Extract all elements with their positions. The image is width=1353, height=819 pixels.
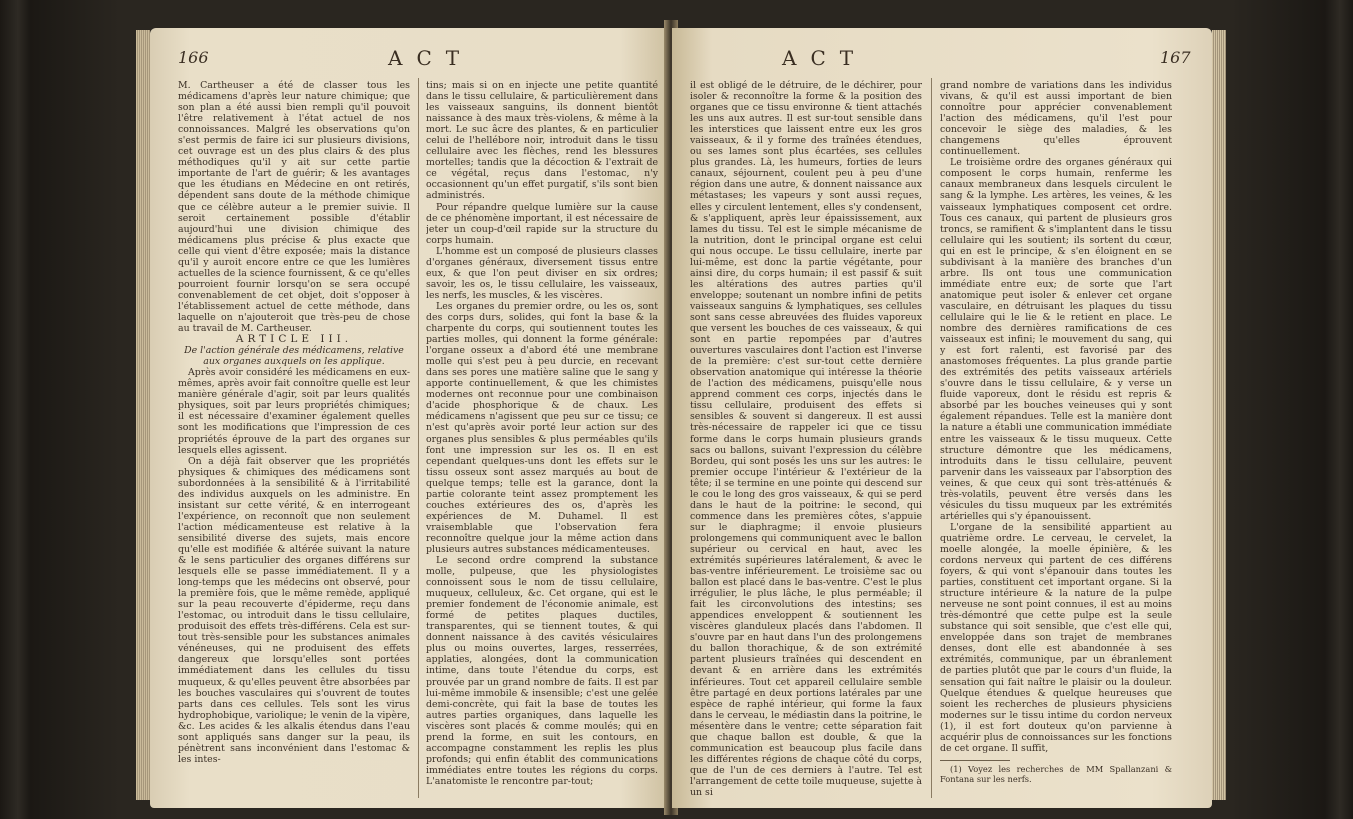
right-column-2 bbox=[940, 80, 1172, 800]
article-heading: ARTICLE III. bbox=[235, 333, 353, 346]
left-page-number: 166 bbox=[178, 48, 209, 67]
left-page-edges bbox=[136, 30, 150, 800]
paragraph: Le second ordre comprend la substance molle, pulpeuse, que les physiologistes connoissent sous le nom de tissu cellulaire, muqueux, celluleux, &c. Cet organe, qui est le premier fondement de l'économie animale, est formé de petites plaques ductiles, transparentes, qui se tiennent toutes, & qui donnent naissance à des cavités vésiculaires plus ou moins ouvertes, larges, resserrées, applaties, alongées, dont la communication intime, dans toute l'étendue du corps, est prouvée par un grand nombre de faits. Il est par lui-même immobile & insensible; c'est une gelée demi-concrète, qui fait la base de toutes les autres parties organiques, dans laquelle les viscères sont placés & comme moulés; qui en prend la forme, en suit les contours, en accompagne constamment les replis les plus profonds; qui enfin établit des communications immédiates entre toutes les régions du corps. L'anatomiste le rencontre par-tout; bbox=[426, 555, 658, 787]
right-page bbox=[672, 28, 1212, 808]
paragraph: L'homme est un composé de plusieurs classes d'organes généraux, diversement tissus entre eux, & que l'on peut diviser en six ordres; savoir, les os, le tissu cellulaire, les vaisseaux, les nerfs, les muscles, & les viscères. bbox=[426, 245, 658, 301]
right-column-1 bbox=[690, 80, 922, 800]
column-divider bbox=[931, 78, 932, 798]
left-page bbox=[150, 28, 670, 808]
paragraph: tins; mais si on en injecte une petite quantité dans le tissu cellulaire, & particulièrement dans les vaisseaux sanguins, ils donnent bientôt naissance à des maux très-violens, & même à la mort. Le suc âcre des plantes, & en particulier celui de l'hellébore noir, introduit dans le tissu cellulaire avec les flèches, rend les blessures mortelles; tandis que la décoction & l'extrait de ce végétal, reçus dans l'estomac, n'y occasionnent qu'un effet purgatif, s'ils sont bien administrés. bbox=[426, 80, 658, 202]
column-divider bbox=[418, 78, 419, 798]
paragraph: Le troisième ordre des organes généraux qui composent le corps humain, renferme les canaux membraneux dans lesquels circulent le sang & la lymphe. Les artères, les veines, & les vaisseaux lymphatiques composent cet ordre. Tous ces canaux, qui partent de plusieurs gros troncs, se ramifient & s'implantent dans le tissu cellulaire qui les soutient; ils sortent du cœur, qui en est le principe, & s'en éloignent en se subdivisant à la manière des branches d'un arbre. Ils ont tous une communication immédiate entre eux; de sorte que l'art anatomique peut isoler & enlever cet organe vasculaire, en détruisant les plaques du tissu cellulaire qui le lie & le retient en place. Le nombre des dernières ramifications de ces vaisseaux est infini; le mouvement du sang, qui y est fort ralenti, est favorisé par des anastomoses fréquentes. La plus grande partie des extrémités des petits vaisseaux artériels s'ouvre dans le tissu cellulaire, & y verse un fluide vaporeux, dont le résidu est repris & absorbé par les bouches veineuses qui y sont également répandues. Telle est la manière dont la nature a établi une communication immédiate entre les vaisseaux & le tissu muqueux. Cette structure démontre que les médicamens, introduits dans le tissu cellulaire, peuvent parvenir dans les vaisseaux par l'absorption des veines, & que ceux qui sont très-atténués & très-volatils, peuvent être versés dans les vésicules du tissu muqueux par les extrémités artérielles qui s'y épanouissent. bbox=[940, 157, 1172, 522]
right-page-edges bbox=[1212, 30, 1226, 800]
paragraph: L'organe de la sensibilité appartient au quatrième ordre. Le cerveau, le cervelet, la moelle alongée, la moelle épinière, & les cordons nerveux qui partent de ces différens foyers, & qui vont s'épanouir dans toutes les parties, constituent cet important organe. Si la structure intérieure & la nature de la pulpe nerveuse ne sont point connues, il est au moins très-démontré que cette pulpe est la seule substance qui soit sensible, que c'est elle qui, enveloppée dans son trajet de membranes denses, dont elle est abandonnée à ses extrémités, communique, par un ébranlement de parties plutôt que par le cours d'un fluide, la sensation qui fait naître le plaisir ou la douleur. Quelque étendues & quelque heureuses que soient les recherches de plusieurs physiciens modernes sur le tissu intime du cordon nerveux (1), il est fort douteux qu'on parvienne à acquérir plus de connoissances sur les fonctions de cet organe. Il suffit, bbox=[940, 521, 1172, 754]
paragraph: Pour répandre quelque lumière sur la cause de ce phénomène important, il est nécessaire de jeter un coup-d'œil rapide sur la structure du corps humain. bbox=[426, 201, 658, 246]
paragraph: On a déjà fait observer que les propriétés physiques & chimiques des médicamens sont subordonnées à la sensibilité & à l'irritabilité des individus auxquels on les administre. En insistant sur cette vérité, & en interrogeant l'expérience, on reconnoît que non seulement l'action médicamenteuse est relative à la sensibilité diverse des sujets, mais encore qu'elle est modifiée & altérée suivant la nature & le sens particulier des organes différens sur lesquels elle se passe immédiatement. Il y a long-temps que les médecins ont observé, pour la première fois, que le même remède, appliqué sur la peau recouverte d'épiderme, reçu dans l'estomac, ou introduit dans le tissu cellulaire, produisoit des effets très-différens. Cela est sur-tout très-sensible pour les substances animales vénéneuses, qui ne produisent des effets dangereux que lorsqu'elles sont portées immédiatement dans les cellules du tissu muqueux, & qu'elles peuvent être absorbées par les bouches vasculaires qui s'ouvrent de toutes parts dans ces cellules. Tels sont les virus hydrophobique, variolique; le venin de la vipère, &c. Les acides & les alkalis étendus dans l'eau sont appliqués sans danger sur la peau, ils pénètrent sans inconvénient dans l'estomac & les intes- bbox=[178, 455, 410, 765]
paragraph: il est obligé de le détruire, de le déchirer, pour isoler & reconnoître la forme & la position des organes que ce tissu environne & tient attachés les uns aux autres. Il est sur-tout sensible dans les interstices que laissent entre eux les gros vaisseaux, & il y forme des traînées étendues, ou ses lames sont plus écartées, ses cellules plus grandes. Là, les humeurs, forties de leurs canaux, séjournent, coulent peu à peu d'une région dans une autre, & donnent naissance aux métastases; les vapeurs y sont aussi reçues, elles y circulent lentement, elles s'y condensent, & s'appliquent, après leur épaississement, aux lames du tissu. Tel est le simple mécanisme de la nutrition, dont le principal organe est celui qui nous occupe. Le tissu cellulaire, inerte par lui-même, est donc la partie végétante, pour ainsi dire, du corps humain; il est passif & suit les altérations des autres parties qu'il enveloppe; soutenant un nombre infini de petits vaisseaux sanguins & lymphatiques, ses cellules sont sans cesse abreuvées des fluides vaporeux que versent les bouches de ces vaisseaux, & qui sont en partie repompées par d'autres ouvertures vasculaires dont l'action est l'inverse de la première: c'est sur-tout cette dernière observation anatomique qui intéresse la théorie de l'action des médicamens, puisqu'elle nous apprend comment ces corps, injectés dans le tissu cellulaire, produisent des effets si sensibles & souvent si dangereux. Il est aussi très-nécessaire de rappeler ici que ce tissu forme dans le corps humain plusieurs grands sacs ou ballons, suivant l'expression du célèbre Bordeu, qui sont posés les uns sur les autres: le premier occupe l'intérieur & l'extérieur de la tête; il se termine en une pointe qui descend sur le cou le long des gros vaisseaux, & qui se perd dans le haut de la poitrine: le second, qui commence dans les premières côtes, s'appuie sur le diaphragme; il envoie plusieurs prolongemens qui communiquent avec le ballon supérieur ou cervical en haut, avec les extrémités supérieures latéralement, & avec le bas-ventre inférieurement. Le troisième sac ou ballon est placé dans le bas-ventre. C'est le plus irrégulier, le plus lâche, le plus perméable; il fait les circonvolutions des intestins; ses appendices enveloppent & soutiennent les viscères glanduleux placés dans l'abdomen. Il s'ouvre par en haut dans l'un des prolongemens du ballon thorachique, & de son extrémité partent plusieurs traînées qui descendent en devant & en arrière dans les extrémités inférieures. Tout cet appareil cellulaire semble être partagé en deux portions latérales par une espèce de raphé intérieur, qui forme la faux dans le cerveau, le médiastin dans la poitrine, le mésentère dans le ventre; cette séparation fait que chaque ballon est double, & que la communication est beaucoup plus facile dans les différentes régions de chaque côté du corps, que de l'un de ces derniers à l'autre. Tel est l'arrangement de cette toile muqueuse, sujette à un si bbox=[690, 80, 922, 798]
paragraph: grand nombre de variations dans les individus vivans, & qu'il est aussi important de bien connoître pour apprécier convenablement l'action des médicamens, qu'il l'est pour concevoir le siège des maladies, & les changemens qu'elles éprouvent continuellement. bbox=[940, 80, 1172, 158]
footnote-rule bbox=[940, 760, 1010, 761]
left-running-head: ACT bbox=[388, 46, 474, 70]
left-column-2 bbox=[426, 80, 658, 800]
left-column-1 bbox=[178, 80, 410, 800]
paragraph: Après avoir considéré les médicamens en eux-mêmes, après avoir fait connoître quelle est leur manière générale d'agir, soit par leurs qualités physiques, soit par leurs propriétés chimiques; il est nécessaire d'examiner également quelles sont les modifications que l'impression de ces propriétés éprouve de la part des organes sur lesquels elles agissent. bbox=[178, 367, 410, 456]
right-page-number: 167 bbox=[1160, 48, 1191, 67]
footnote: (1) Voyez les recherches de MM Spallanzani & Fontana sur les nerfs. bbox=[940, 763, 1172, 784]
article-subtitle: De l'action générale des médicamens, relative aux organes auxquels on les applique. bbox=[184, 345, 404, 368]
paragraph: Les organes du premier ordre, ou les os, sont des corps durs, solides, qui font la base & la charpente du corps, qui soutiennent toutes les parties molles, qui donnent la forme générale: l'organe osseux a d'abord été une membrane molle qui s'est peu à peu durcie, en recevant dans ses pores une matière saline que le sang y apporte continuellement, & que les chimistes modernes ont reconnue pour une combinaison d'acide phosphorique & de chaux. Les médicamens n'agissent que peu sur ce tissu; ce n'est qu'après avoir porté leur action sur des organes plus sensibles & plus perméables qu'ils font une impression sur les os. Il en est cependant quelques-uns dont les effets sur le tissu osseux sont assez marqués au bout de quelque temps; telle est la garance, dont la partie colorante teint assez promptement les couches extérieures des os, d'après les expériences de M. Duhamel. Il est vraisemblable que l'observation fera reconnoître quelque jour la même action dans plusieurs autres substances médicamenteuses. bbox=[426, 300, 658, 555]
paragraph: M. Cartheuser a été de classer tous les médicamens d'après leur nature chimique; que son plan a été aussi bien rempli qu'il pouvoit l'être relativement à l'état actuel de nos connoissances. Malgré les observations qu'on s'est permis de faire ici sur plusieurs divisions, cet ouvrage est un des plus clairs & des plus méthodiques qu'il y ait sur cette partie importante de l'art de guérir; & les avantages que les étudians en Médecine en ont retirés, dépendent sans doute de la méthode chimique que ce célèbre auteur a le premier suivie. Il seroit certainement possible d'établir aujourd'hui une division chimique des médicamens plus précise & plus exacte que celle qui vient d'être exposée; mais la distance qu'il y auroit encore entre ce que les lumières actuelles de la science fournissent, & ce qu'elles pourroient fournir lorsqu'on se sera occupé convenablement de cet objet, doit s'opposer à l'établissement actuel de cette méthode, dans laquelle on n'ajouteroit que très-peu de chose au travail de M. Cartheuser. bbox=[178, 80, 410, 335]
right-running-head: ACT bbox=[782, 46, 868, 70]
